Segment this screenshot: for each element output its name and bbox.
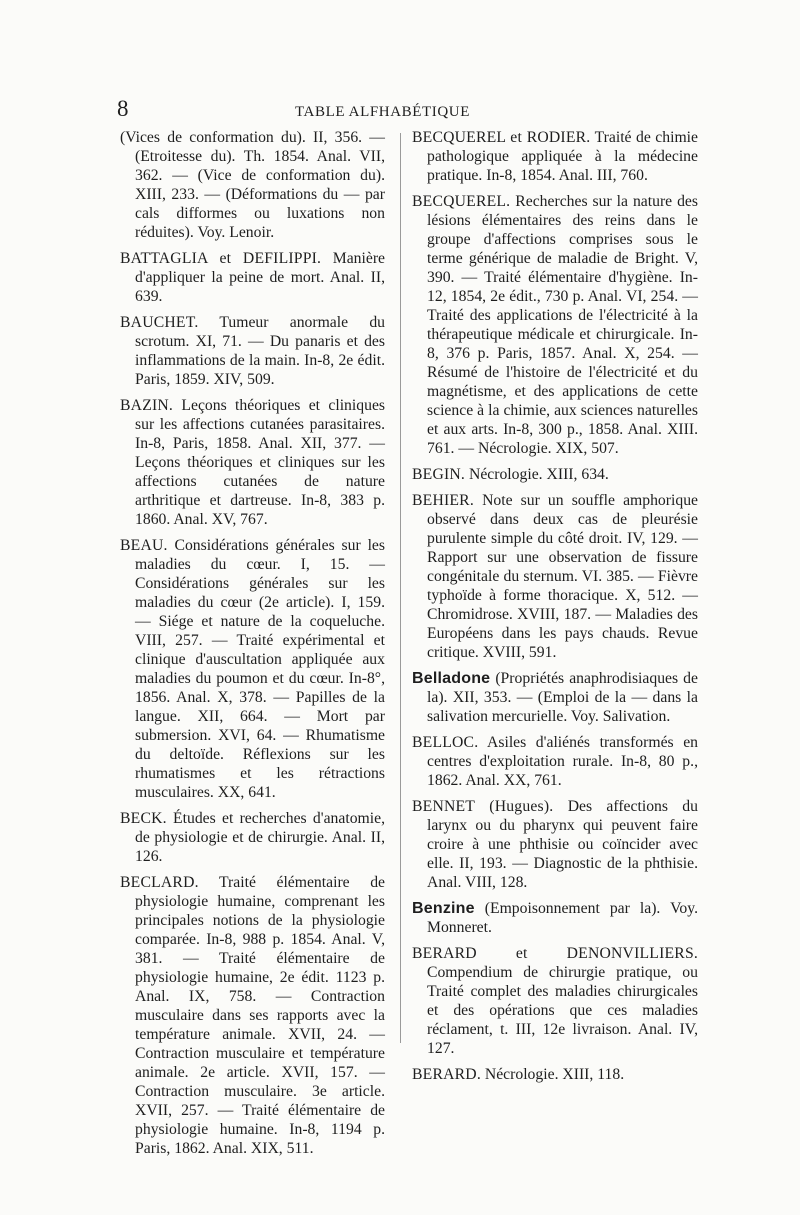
entry-head: BERARD.: [412, 1066, 481, 1083]
entry-text: Considérations générales sur les maladies du cœur. I, 15. — Considérations générales sur les maladies du cœur (2e article). I, 159. — Siége et nature de la coqueluche. VIII, 257. — Traité expérimental et clinique d'auscultation appliquée aux maladies du poumon et du cœur. In-8°, 1856. Anal. X, 378. — Papilles de la langue. XII, 664. — Mort par submersion. XVI, 64. — Rhumatisme du deltoïde. Réflexions sur les rhumatismes et les rétractions musculaires. XX, 641.: [135, 537, 385, 801]
left-column: [120, 128, 385, 1165]
entry-text: Recherches sur la nature des lésions élémentaires des reins dans le groupe d'affections comprises sous le terme générique de maladie de Bright. V, 390. — Traité élémentaire d'hygiène. In-12, 1854, 2e édit., 730 p. Anal. VI, 254. — Traité des applications de l'électricité à la thérapeutique médicale et chirurgicale. In-8, 376 p. Paris, 1857. Anal. X, 254. — Résumé de l'histoire de l'électricité et du magnétisme, et des applications de cette science à la chimie, aux sciences naturelles et aux arts. In-8, 300 p., 1858. Anal. XIII. 761. — Nécrologie. XIX, 507.: [427, 193, 699, 457]
index-entry: [412, 733, 698, 790]
entry-text: Tumeur anormale du scrotum. XI, 71. — Du panaris et des inflammations de la main. In-8, 2e édit. Paris, 1859. XIV, 509.: [135, 314, 386, 388]
index-entry: [412, 797, 698, 892]
entry-head: BELLOC.: [412, 734, 479, 751]
index-entry: [120, 809, 385, 866]
entry-text: (Vices de conformation du). II, 356. — (Etroitesse du). Th. 1854. Anal. VII, 362. — (Vice de conformation du). XIII, 233. — (Déformations du — par cals difformes ou luxations non réduites). Voy. Lenoir.: [120, 129, 385, 241]
index-entry: [412, 465, 698, 484]
right-column: [412, 128, 698, 1091]
entry-text: Nécrologie. XIII, 634.: [468, 466, 609, 483]
entry-text: Compendium de chirurgie pratique, ou Traité complet des maladies chirurgicales et des opérations que ces maladies réclament, t. III, 12e livraison. Anal. IV, 127.: [427, 964, 698, 1057]
entry-text: Nécrologie. XIII, 118.: [484, 1066, 625, 1083]
entry-text: Note sur un souffle amphorique observé dans deux cas de pleurésie purulente simple du côté droit. IV, 129. — Rapport sur une observation de fissure congénitale du sternum. VI. 385. — Fièvre typhoïde à forme thoracique. X, 512. — Chromidrose. XVIII, 187. — Maladies des Européens dans les pays chauds. Revue critique. XVIII, 591.: [427, 492, 698, 661]
entry-text: Études et recherches d'anatomie, de physiologie et de chirurgie. Anal. II, 126.: [135, 810, 385, 865]
entry-text: Manière d'appliquer la peine de mort. Anal. II, 639.: [135, 250, 386, 305]
entry-text: Asiles d'aliénés transformés en centres d'exploitation rurale. In-8, 80 p., 1862. Anal. XX, 761.: [427, 734, 699, 789]
running-head: TABLE ALFHABÉTIQUE: [295, 104, 471, 120]
entry-head: BECK.: [120, 810, 167, 827]
index-entry: [412, 899, 698, 937]
entry-text: (Empoisonnement par la). Voy. Monneret.: [427, 900, 698, 936]
index-entry: [120, 249, 385, 306]
column-divider: [400, 133, 401, 1043]
index-entry: [412, 1065, 698, 1084]
entry-text: Leçons théoriques et cliniques sur les affections cutanées parasitaires. In-8, Paris, 1858. Anal. XII, 377. — Leçons théoriques et cliniques sur les affections cutanées de nature arthritique et dartreuse. In-8, 383 p. 1860. Anal. XV, 767.: [135, 397, 386, 528]
entry-text: Traité élémentaire de physiologie humaine, comprenant les principales notions de la physiologie comparée. In-8, 988 p. 1854. Anal. V, 381. — Traité élémentaire de physiologie humaine, 2e édit. 1123 p. Anal. IX, 758. — Contraction musculaire dans ses rapports avec la température animale. XVII, 24. — Contraction musculaire et température animale. 2e article. XVII, 157. — Contraction musculaire. 3e article. XVII, 257. — Traité élémentaire de physiologie humaine. In-8, 1194 p. Paris, 1862. Anal. XIX, 511.: [135, 874, 385, 1157]
index-entry: [412, 491, 698, 662]
entry-head: BERARD et DENONVILLIERS.: [412, 945, 698, 962]
index-entry: [120, 313, 385, 389]
page-number: 8: [117, 96, 129, 121]
entry-head: BENNET (Hugues).: [412, 798, 554, 815]
entry-head: BECQUEREL.: [412, 193, 511, 210]
entry-head: BAZIN.: [120, 397, 174, 414]
entry-head: Benzine: [412, 900, 475, 917]
index-entry: [120, 396, 385, 529]
index-entry: [412, 944, 698, 1058]
index-entry: [120, 873, 385, 1158]
entry-text: Des affections du larynx ou du pharynx qui peuvent faire croire à une phthisie ou coïncider avec elle. II, 193. — Diagnostic de la phthisie. Anal. VIII, 128.: [427, 798, 698, 891]
entry-head: BEGIN.: [412, 466, 466, 483]
index-entry: [120, 128, 385, 242]
entry-head: BATTAGLIA et DEFILIPPI.: [120, 250, 322, 267]
index-entry: [120, 536, 385, 802]
entry-head: BAUCHET.: [120, 314, 199, 331]
index-entry: [412, 669, 698, 726]
entry-head: BECLARD.: [120, 874, 199, 891]
index-entry: [412, 128, 698, 185]
entry-head: BECQUEREL et RODIER.: [412, 129, 591, 146]
entry-head: BEHIER.: [412, 492, 474, 509]
index-entry: [412, 192, 698, 458]
entry-head: BEAU.: [120, 537, 168, 554]
entry-text: Traité de chimie pathologique appliquée à la médecine pratique. In-8, 1854. Anal. III, 760.: [427, 129, 698, 184]
entry-head: Belladone: [412, 670, 491, 687]
entry-text: (Propriétés anaphrodisiaques de la). XII, 353. — (Emploi de la — dans la salivation mercurielle. Voy. Salivation.: [427, 670, 698, 725]
